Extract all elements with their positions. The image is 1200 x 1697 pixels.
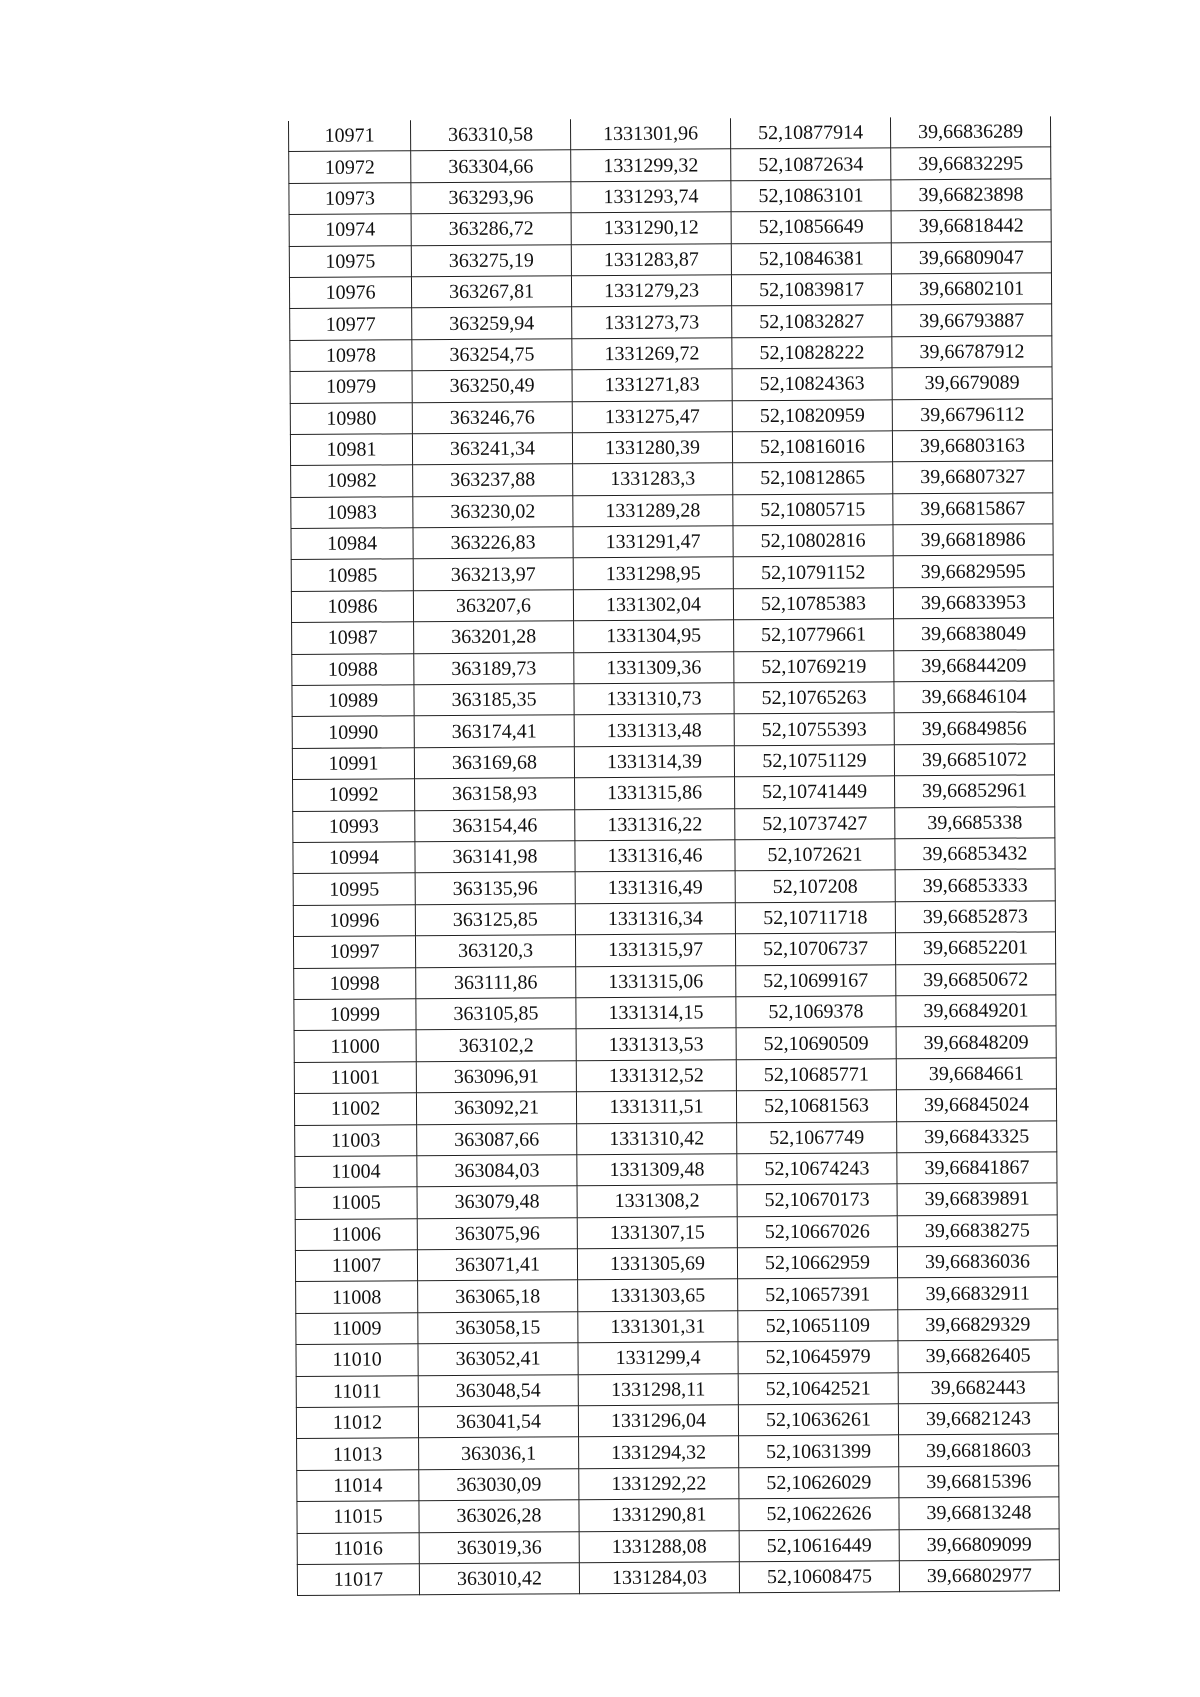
table-row <box>290 398 1052 434</box>
table-row <box>289 116 1051 152</box>
y-coordinate-cell: 1331314,39 <box>574 746 734 778</box>
table-row <box>291 587 1053 623</box>
longitude-cell: 39,66852201 <box>895 932 1055 964</box>
longitude-cell: 39,66836289 <box>890 116 1050 148</box>
table-row <box>296 1277 1058 1313</box>
table-row <box>290 430 1052 466</box>
point-number-cell: 10998 <box>294 967 416 999</box>
latitude-cell: 52,10642521 <box>738 1372 898 1404</box>
table-row <box>291 555 1053 591</box>
point-number-cell: 11012 <box>296 1407 418 1439</box>
point-number-cell: 11016 <box>297 1532 419 1564</box>
longitude-cell: 39,66849201 <box>896 995 1056 1027</box>
table-row <box>292 744 1054 780</box>
x-coordinate-cell: 363154,46 <box>415 809 575 841</box>
x-coordinate-cell: 363213,97 <box>413 558 573 590</box>
table-row <box>290 304 1052 340</box>
y-coordinate-cell: 1331315,97 <box>575 934 735 966</box>
point-number-cell: 10984 <box>291 528 413 560</box>
point-number-cell: 11004 <box>295 1156 417 1188</box>
latitude-cell: 52,10685771 <box>736 1059 896 1091</box>
point-number-cell: 10971 <box>289 120 411 152</box>
y-coordinate-cell: 1331299,32 <box>571 149 731 181</box>
longitude-cell: 39,66852961 <box>895 775 1055 807</box>
longitude-cell: 39,66809047 <box>891 241 1051 273</box>
point-number-cell: 10977 <box>290 308 412 340</box>
longitude-cell: 39,66802977 <box>899 1560 1059 1592</box>
latitude-cell: 52,1069378 <box>736 996 896 1028</box>
longitude-cell: 39,6682443 <box>898 1371 1058 1403</box>
table-row <box>294 1089 1056 1125</box>
y-coordinate-cell: 1331296,04 <box>578 1405 738 1437</box>
latitude-cell: 52,10856649 <box>731 211 891 243</box>
y-coordinate-cell: 1331316,22 <box>575 808 735 840</box>
table-row <box>291 461 1053 497</box>
point-number-cell: 11017 <box>297 1564 419 1596</box>
table-row <box>295 1152 1057 1188</box>
y-coordinate-cell: 1331311,51 <box>576 1091 736 1123</box>
table-row <box>293 932 1055 968</box>
longitude-cell: 39,66807327 <box>893 461 1053 493</box>
table-row <box>295 1120 1057 1156</box>
longitude-cell: 39,66850672 <box>896 963 1056 995</box>
latitude-cell: 52,10636261 <box>738 1404 898 1436</box>
y-coordinate-cell: 1331310,42 <box>577 1122 737 1154</box>
latitude-cell: 52,10785383 <box>733 588 893 620</box>
point-number-cell: 10987 <box>292 622 414 654</box>
y-coordinate-cell: 1331315,06 <box>576 965 736 997</box>
longitude-cell: 39,66846104 <box>894 681 1054 713</box>
y-coordinate-cell: 1331291,47 <box>573 526 733 558</box>
y-coordinate-cell: 1331283,87 <box>571 243 731 275</box>
point-number-cell: 10986 <box>291 591 413 623</box>
latitude-cell: 52,1067749 <box>737 1121 897 1153</box>
y-coordinate-cell: 1331298,95 <box>573 557 733 589</box>
table-row <box>289 179 1051 215</box>
table-row <box>295 1214 1057 1250</box>
x-coordinate-cell: 363087,66 <box>417 1123 577 1155</box>
latitude-cell: 52,10779661 <box>734 619 894 651</box>
y-coordinate-cell: 1331302,04 <box>573 589 733 621</box>
y-coordinate-cell: 1331316,34 <box>575 903 735 935</box>
latitude-cell: 52,10651109 <box>738 1310 898 1342</box>
latitude-cell: 52,10805715 <box>733 494 893 526</box>
y-coordinate-cell: 1331271,83 <box>572 369 732 401</box>
table-row <box>293 806 1055 842</box>
longitude-cell: 39,66809099 <box>899 1528 1059 1560</box>
longitude-cell: 39,66829595 <box>893 555 1053 587</box>
x-coordinate-cell: 363111,86 <box>416 966 576 998</box>
table-row <box>293 838 1055 874</box>
point-number-cell: 10991 <box>292 748 414 780</box>
longitude-cell: 39,66815867 <box>893 493 1053 525</box>
point-number-cell: 11011 <box>296 1375 418 1407</box>
latitude-cell: 52,10645979 <box>738 1341 898 1373</box>
point-number-cell: 11009 <box>296 1313 418 1345</box>
longitude-cell: 39,66815396 <box>899 1466 1059 1498</box>
y-coordinate-cell: 1331304,95 <box>574 620 734 652</box>
table-row <box>291 524 1053 560</box>
latitude-cell: 52,10741449 <box>735 776 895 808</box>
y-coordinate-cell: 1331292,22 <box>579 1468 739 1500</box>
table-row <box>290 336 1052 372</box>
point-number-cell: 10997 <box>293 936 415 968</box>
point-number-cell: 10979 <box>290 371 412 403</box>
longitude-cell: 39,66852873 <box>895 901 1055 933</box>
point-number-cell: 11014 <box>297 1470 419 1502</box>
y-coordinate-cell: 1331288,08 <box>579 1530 739 1562</box>
longitude-cell: 39,66849856 <box>894 712 1054 744</box>
point-number-cell: 11013 <box>297 1438 419 1470</box>
x-coordinate-cell: 363304,66 <box>411 150 571 182</box>
x-coordinate-cell: 363030,09 <box>419 1469 579 1501</box>
x-coordinate-cell: 363310,58 <box>410 119 570 151</box>
table-row <box>297 1528 1059 1564</box>
x-coordinate-cell: 363141,98 <box>415 841 575 873</box>
latitude-cell: 52,10670173 <box>737 1184 897 1216</box>
x-coordinate-cell: 363174,41 <box>414 715 574 747</box>
x-coordinate-cell: 363241,34 <box>412 433 572 465</box>
y-coordinate-cell: 1331301,31 <box>578 1311 738 1343</box>
table-row <box>292 712 1054 748</box>
longitude-cell: 39,66793887 <box>892 304 1052 336</box>
table-row <box>292 681 1054 717</box>
latitude-cell: 52,10791152 <box>733 556 893 588</box>
x-coordinate-cell: 363158,93 <box>415 778 575 810</box>
latitude-cell: 52,107208 <box>735 870 895 902</box>
x-coordinate-cell: 363065,18 <box>418 1280 578 1312</box>
longitude-cell: 39,66821243 <box>898 1403 1058 1435</box>
longitude-cell: 39,66843325 <box>897 1120 1057 1152</box>
x-coordinate-cell: 363084,03 <box>417 1155 577 1187</box>
point-number-cell: 10993 <box>293 810 415 842</box>
y-coordinate-cell: 1331283,3 <box>573 463 733 495</box>
latitude-cell: 52,10616449 <box>739 1529 899 1561</box>
table-row <box>293 869 1055 905</box>
x-coordinate-cell: 363189,73 <box>414 652 574 684</box>
latitude-cell: 52,10706737 <box>735 933 895 965</box>
latitude-cell: 52,10816016 <box>732 431 892 463</box>
latitude-cell: 52,10828222 <box>732 337 892 369</box>
point-number-cell: 11001 <box>294 1061 416 1093</box>
table-row <box>289 210 1051 246</box>
x-coordinate-cell: 363267,81 <box>411 276 571 308</box>
longitude-cell: 39,66787912 <box>892 336 1052 368</box>
latitude-cell: 52,10863101 <box>731 180 891 212</box>
x-coordinate-cell: 363102,2 <box>416 1029 576 1061</box>
point-number-cell: 10976 <box>289 277 411 309</box>
y-coordinate-cell: 1331269,72 <box>572 338 732 370</box>
table-row <box>294 963 1056 999</box>
longitude-cell: 39,66839891 <box>897 1183 1057 1215</box>
point-number-cell: 10992 <box>293 779 415 811</box>
longitude-cell: 39,66838275 <box>897 1214 1057 1246</box>
latitude-cell: 52,10846381 <box>731 242 891 274</box>
x-coordinate-cell: 363048,54 <box>418 1374 578 1406</box>
y-coordinate-cell: 1331312,52 <box>576 1059 736 1091</box>
table-row <box>294 1026 1056 1062</box>
y-coordinate-cell: 1331309,48 <box>577 1154 737 1186</box>
y-coordinate-cell: 1331309,36 <box>574 651 734 683</box>
x-coordinate-cell: 363125,85 <box>415 904 575 936</box>
x-coordinate-cell: 363237,88 <box>413 464 573 496</box>
longitude-cell: 39,6684661 <box>896 1058 1056 1090</box>
point-number-cell: 10973 <box>289 183 411 215</box>
point-number-cell: 10980 <box>290 402 412 434</box>
table-row <box>294 1058 1056 1094</box>
latitude-cell: 52,10737427 <box>735 807 895 839</box>
y-coordinate-cell: 1331275,47 <box>572 400 732 432</box>
longitude-cell: 39,66818442 <box>891 210 1051 242</box>
point-number-cell: 10996 <box>293 905 415 937</box>
latitude-cell: 52,10690509 <box>736 1027 896 1059</box>
latitude-cell: 52,10832827 <box>732 305 892 337</box>
longitude-cell: 39,66838049 <box>894 618 1054 650</box>
latitude-cell: 52,10755393 <box>734 713 894 745</box>
table-row <box>297 1434 1059 1470</box>
longitude-cell: 39,66832911 <box>898 1277 1058 1309</box>
x-coordinate-cell: 363250,49 <box>412 370 572 402</box>
y-coordinate-cell: 1331313,48 <box>574 714 734 746</box>
longitude-cell: 39,66841867 <box>897 1152 1057 1184</box>
point-number-cell: 10975 <box>289 245 411 277</box>
point-number-cell: 10995 <box>293 873 415 905</box>
latitude-cell: 52,10608475 <box>739 1561 899 1593</box>
x-coordinate-cell: 363105,85 <box>416 998 576 1030</box>
x-coordinate-cell: 363293,96 <box>411 182 571 214</box>
point-number-cell: 11005 <box>295 1187 417 1219</box>
latitude-cell: 52,10711718 <box>735 902 895 934</box>
latitude-cell: 52,10674243 <box>737 1153 897 1185</box>
latitude-cell: 52,10765263 <box>734 682 894 714</box>
table-row <box>292 618 1054 654</box>
x-coordinate-cell: 363226,83 <box>413 527 573 559</box>
x-coordinate-cell: 363135,96 <box>415 872 575 904</box>
latitude-cell: 52,10626029 <box>739 1467 899 1499</box>
longitude-cell: 39,66818986 <box>893 524 1053 556</box>
x-coordinate-cell: 363019,36 <box>419 1531 579 1563</box>
longitude-cell: 39,6679089 <box>892 367 1052 399</box>
y-coordinate-cell: 1331279,23 <box>571 275 731 307</box>
point-number-cell: 10983 <box>291 496 413 528</box>
table-row <box>296 1309 1058 1345</box>
longitude-cell: 39,66823898 <box>891 179 1051 211</box>
latitude-cell: 52,10812865 <box>733 462 893 494</box>
latitude-cell: 52,10631399 <box>739 1435 899 1467</box>
latitude-cell: 52,10824363 <box>732 368 892 400</box>
longitude-cell: 39,66826405 <box>898 1340 1058 1372</box>
x-coordinate-cell: 363169,68 <box>414 747 574 779</box>
longitude-cell: 39,66853432 <box>895 838 1055 870</box>
x-coordinate-cell: 363230,02 <box>413 495 573 527</box>
y-coordinate-cell: 1331315,86 <box>575 777 735 809</box>
longitude-cell: 39,66796112 <box>892 398 1052 430</box>
point-number-cell: 10999 <box>294 999 416 1031</box>
y-coordinate-cell: 1331290,81 <box>579 1499 739 1531</box>
table-row <box>291 493 1053 529</box>
table-row <box>297 1560 1059 1596</box>
table-row <box>296 1403 1058 1439</box>
table-row <box>294 995 1056 1031</box>
latitude-cell: 52,10872634 <box>731 148 891 180</box>
longitude-cell: 39,66836036 <box>897 1246 1057 1278</box>
longitude-cell: 39,66845024 <box>896 1089 1056 1121</box>
table-row <box>293 775 1055 811</box>
x-coordinate-cell: 363096,91 <box>416 1060 576 1092</box>
longitude-cell: 39,66813248 <box>899 1497 1059 1529</box>
x-coordinate-cell: 363092,21 <box>416 1092 576 1124</box>
y-coordinate-cell: 1331308,2 <box>577 1185 737 1217</box>
y-coordinate-cell: 1331298,11 <box>578 1373 738 1405</box>
table-row <box>292 649 1054 685</box>
y-coordinate-cell: 1331289,28 <box>573 494 733 526</box>
latitude-cell: 52,10667026 <box>737 1215 897 1247</box>
longitude-cell: 39,66832295 <box>891 147 1051 179</box>
y-coordinate-cell: 1331294,32 <box>579 1436 739 1468</box>
table-row <box>295 1246 1057 1282</box>
x-coordinate-cell: 363036,1 <box>419 1437 579 1469</box>
x-coordinate-cell: 363010,42 <box>419 1563 579 1595</box>
point-number-cell: 10974 <box>289 214 411 246</box>
latitude-cell: 52,10820959 <box>732 399 892 431</box>
y-coordinate-cell: 1331301,96 <box>570 118 730 150</box>
point-number-cell: 10988 <box>292 653 414 685</box>
latitude-cell: 52,10751129 <box>734 745 894 777</box>
y-coordinate-cell: 1331316,49 <box>575 871 735 903</box>
latitude-cell: 52,1072621 <box>735 839 895 871</box>
y-coordinate-cell: 1331310,73 <box>574 683 734 715</box>
y-coordinate-cell: 1331314,15 <box>576 997 736 1029</box>
latitude-cell: 52,10699167 <box>736 964 896 996</box>
longitude-cell: 39,66844209 <box>894 649 1054 681</box>
latitude-cell: 52,10877914 <box>730 117 890 149</box>
x-coordinate-cell: 363254,75 <box>412 339 572 371</box>
longitude-cell: 39,66818603 <box>899 1434 1059 1466</box>
y-coordinate-cell: 1331305,69 <box>577 1248 737 1280</box>
y-coordinate-cell: 1331299,4 <box>578 1342 738 1374</box>
table-row <box>296 1340 1058 1376</box>
latitude-cell: 52,10802816 <box>733 525 893 557</box>
table-row <box>289 273 1051 309</box>
longitude-cell: 39,66802101 <box>891 273 1051 305</box>
y-coordinate-cell: 1331307,15 <box>577 1216 737 1248</box>
latitude-cell: 52,10622626 <box>739 1498 899 1530</box>
longitude-cell: 39,66829329 <box>898 1309 1058 1341</box>
point-number-cell: 11000 <box>294 1030 416 1062</box>
x-coordinate-cell: 363058,15 <box>418 1312 578 1344</box>
point-number-cell: 10972 <box>289 151 411 183</box>
point-number-cell: 10985 <box>291 559 413 591</box>
x-coordinate-cell: 363079,48 <box>417 1186 577 1218</box>
point-number-cell: 11003 <box>295 1124 417 1156</box>
latitude-cell: 52,10662959 <box>737 1247 897 1279</box>
table-row <box>289 241 1051 277</box>
point-number-cell: 11015 <box>297 1501 419 1533</box>
x-coordinate-cell: 363246,76 <box>412 401 572 433</box>
table-row <box>293 901 1055 937</box>
longitude-cell: 39,6685338 <box>895 806 1055 838</box>
table-row <box>297 1466 1059 1502</box>
table-row <box>295 1183 1057 1219</box>
y-coordinate-cell: 1331284,03 <box>579 1562 739 1594</box>
point-number-cell: 11007 <box>295 1250 417 1282</box>
x-coordinate-cell: 363207,6 <box>413 590 573 622</box>
x-coordinate-cell: 363026,28 <box>419 1500 579 1532</box>
x-coordinate-cell: 363201,28 <box>414 621 574 653</box>
x-coordinate-cell: 363259,94 <box>412 307 572 339</box>
coordinates-table-body <box>289 116 1060 1595</box>
x-coordinate-cell: 363071,41 <box>417 1249 577 1281</box>
y-coordinate-cell: 1331303,65 <box>578 1279 738 1311</box>
point-number-cell: 11008 <box>296 1281 418 1313</box>
latitude-cell: 52,10681563 <box>736 1090 896 1122</box>
latitude-cell: 52,10769219 <box>734 650 894 682</box>
longitude-cell: 39,66833953 <box>893 587 1053 619</box>
point-number-cell: 10990 <box>292 716 414 748</box>
y-coordinate-cell: 1331313,53 <box>576 1028 736 1060</box>
y-coordinate-cell: 1331293,74 <box>571 181 731 213</box>
y-coordinate-cell: 1331290,12 <box>571 212 731 244</box>
longitude-cell: 39,66848209 <box>896 1026 1056 1058</box>
table-row <box>290 367 1052 403</box>
point-number-cell: 11006 <box>295 1218 417 1250</box>
point-number-cell: 10981 <box>290 434 412 466</box>
latitude-cell: 52,10657391 <box>738 1278 898 1310</box>
x-coordinate-cell: 363075,96 <box>417 1217 577 1249</box>
x-coordinate-cell: 363041,54 <box>418 1406 578 1438</box>
longitude-cell: 39,66803163 <box>892 430 1052 462</box>
table-row <box>296 1371 1058 1407</box>
latitude-cell: 52,10839817 <box>731 274 891 306</box>
point-number-cell: 10982 <box>291 465 413 497</box>
point-number-cell: 11010 <box>296 1344 418 1376</box>
y-coordinate-cell: 1331273,73 <box>572 306 732 338</box>
x-coordinate-cell: 363286,72 <box>411 213 571 245</box>
x-coordinate-cell: 363275,19 <box>411 244 571 276</box>
point-number-cell: 10989 <box>292 685 414 717</box>
point-number-cell: 10978 <box>290 339 412 371</box>
longitude-cell: 39,66853333 <box>895 869 1055 901</box>
x-coordinate-cell: 363052,41 <box>418 1343 578 1375</box>
point-number-cell: 10994 <box>293 842 415 874</box>
point-number-cell: 11002 <box>294 1093 416 1125</box>
y-coordinate-cell: 1331280,39 <box>572 432 732 464</box>
x-coordinate-cell: 363120,3 <box>415 935 575 967</box>
y-coordinate-cell: 1331316,46 <box>575 840 735 872</box>
longitude-cell: 39,66851072 <box>894 744 1054 776</box>
table-row <box>289 147 1051 183</box>
coordinates-table <box>288 116 1060 1596</box>
x-coordinate-cell: 363185,35 <box>414 684 574 716</box>
table-row <box>297 1497 1059 1533</box>
